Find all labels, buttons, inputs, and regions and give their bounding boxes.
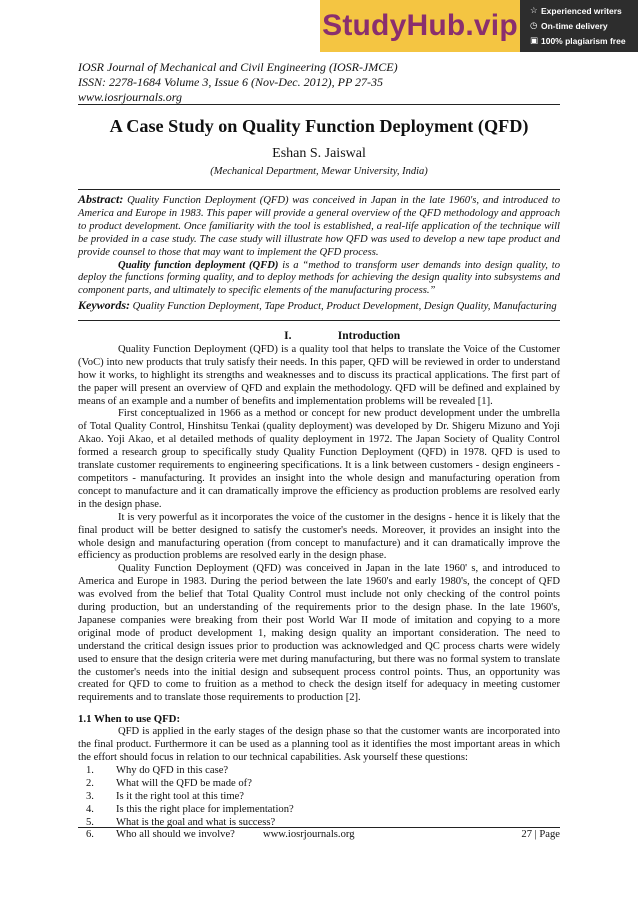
journal-header (78, 60, 560, 105)
list-item (86, 791, 560, 804)
list-item (86, 804, 560, 817)
list-number: 1. (86, 764, 94, 776)
abstract-top-rule (78, 189, 560, 190)
feature-on-time (530, 18, 638, 33)
list-number: 2. (86, 777, 94, 789)
list-number: 5. (86, 816, 94, 828)
keywords-text: Quality Function Deployment, Tape Product, Product Development, Design Quality, Manufacturing (132, 301, 557, 313)
subsection-heading: 1.1 When to use QFD: (78, 713, 181, 726)
logo-text: StudyHub.vip (322, 9, 518, 42)
star-icon: ☆ (530, 5, 538, 15)
intro-paragraph: Quality Function Deployment (QFD) is a quality tool that helps to translate the Voice of the Customer (VoC) into new products that truly satisfy their needs. In this paper, QFD will be reviewed in order to understand how it works, to highlight its strengths and weaknesses and to discuss its practical applications. The first part of the paper will present an overview of QFD and explain the methodology. QFD will be defined and explained by means of an example and a number of benefits and implementation problems will be revealed [1]. (78, 343, 560, 407)
journal-url: www.iosrjournals.org (78, 90, 183, 104)
abstract-text: Quality Function Deployment (QFD) was conceived in Japan in the late 1960's, and introduced to America and Europe in 1983. This paper will provide a general overview of the QFD methodology and approach to product development. Once familiarity with the tool is established, a real-life application of the technique will be provided in a case study. The case study will illustrate how QFD was used to develop a new tape product and provide counsel to those that may want to implement the QFD process. (78, 195, 561, 258)
list-text: What will the QFD be made of? (116, 777, 252, 789)
abstract-block (78, 193, 560, 314)
abstract-label: Abstract: (78, 192, 124, 206)
journal-issn: ISSN: 2278-1684 Volume 3, Issue 6 (Nov-Dec. 2012), PP 27-35 (78, 75, 384, 89)
qfd-definition: is a “method to transform user demands into design quality, to deploy the functions forming quality, and to deploy methods for achieving the design quality into subsystems and component parts, and ultimately to specific elements of the manufacturing process.” (78, 259, 560, 297)
studyhub-logo[interactable] (320, 0, 520, 52)
section-number: I. (284, 330, 292, 342)
abstract-paragraph (78, 193, 560, 260)
list-text: Why do QFD in this case? (116, 764, 229, 776)
list-text: Who all should we involve? (116, 829, 235, 841)
section-title: Introduction (337, 330, 401, 342)
header-rule (78, 104, 560, 105)
feature-plagiarism-free (530, 33, 638, 48)
feature-label: Experienced writers (541, 5, 622, 16)
page-number: 27 | Page (521, 829, 560, 840)
document-check-icon: ▣ (530, 35, 539, 45)
section-introduction (78, 330, 560, 842)
author-affiliation: (Mechanical Department, Mewar University, India) (210, 166, 428, 177)
paper-title: A Case Study on Quality Function Deployment (QFD) (109, 116, 529, 136)
subsection-paragraph: QFD is applied in the early stages of the design phase so that the customer wants are incorporated into the final product. Furthermore it can be used as a planning tool as it identifies the most important areas in which the effort should focus in relation to our technical capabilities. Ask yourself these questions: (78, 726, 560, 763)
section-heading (78, 330, 560, 343)
qfd-term: Quality function deployment (QFD) (118, 259, 279, 271)
feature-label: On-time delivery (541, 20, 608, 31)
list-text: Is this the right place for implementation? (116, 803, 294, 815)
list-text: Is it the right tool at this time? (116, 790, 244, 802)
list-text: What is the goal and what is success? (116, 816, 276, 828)
abstract-bottom-rule (78, 320, 560, 321)
keywords-label: Keywords: (78, 298, 130, 313)
abstract-paragraph-2 (78, 260, 560, 299)
feature-experienced-writers (530, 3, 638, 18)
list-item (86, 778, 560, 791)
intro-paragraph: First conceptualized in 1966 as a method or concept for new product development under the umbrella of Total Quality Control, Hinshitsu Tenkai (quality deployment) was developed by Dr. Shigeru Mizuno and Yoji Akao. Yoji Akao, et al detailed methods of quality deployment in 1972. The Japan Society of Quality Control formed a research group to specifically study Quality Function Deployment (QFD) in 1978. QFD is used to translate customer requirements to engineering specifications. It is a link between customers - design engineers - competitors - manufacturing. It provides an insight into the whole design and manufacturing operation from concept to manufacture and it can dramatically improve the efficiency as production problems are resolved early in the design phase. (78, 408, 560, 510)
banner-features (520, 0, 638, 52)
intro-paragraph: It is very powerful as it incorporates the voice of the customer in the designs - hence it is likely that the final product will be better designed to satisfy the customer's needs. Moreover, it provides an insight into the whole design and manufacturing operation (from concept to manufacture) and it can dramatically improve the efficiency as production problems are resolved early in the design phase. (78, 511, 560, 562)
author-name: Eshan S. Jaiswal (272, 146, 366, 161)
list-number: 3. (86, 790, 94, 802)
journal-name: IOSR Journal of Mechanical and Civil Engineering (IOSR-JMCE) (78, 60, 398, 74)
list-number: 4. (86, 803, 94, 815)
clock-icon: ◷ (530, 20, 538, 30)
footer-rule (78, 827, 560, 828)
feature-label: 100% plagiarism free (541, 35, 626, 46)
list-item (86, 765, 560, 778)
footer-url[interactable]: www.iosrjournals.org (263, 829, 355, 840)
intro-paragraph: Quality Function Deployment (QFD) was conceived in Japan in the late 1960' s, and introduced to America and Europe in 1983. During the period between the late 1960's and early 1980's, the concept of QFD was evolved from the belief that Total Quality Control must include not only checking of the control points during production, but an understanding of the requirements prior to the design phase. In the late 1960's, Japanese companies were breaking from their post World War II mode of imitation and copying to a more original mode of product development 1, making design quality an important consideration. The need to understand the critical design issues prior to production was acknowledged and QC process charts were widely used to ensure that the design criteria were met during manufacturing, but there was no formal system to translate the customer's needs into the initial design and subsequent process control points. Thus, an opportunity was created for QFD to come to fruition as a method to check the design itself for adequacy in meeting customer requirements and to translate those requirements to production [2]. (78, 563, 560, 704)
studyhub-banner[interactable] (320, 0, 638, 52)
list-number: 6. (86, 829, 94, 841)
keywords (78, 299, 560, 314)
